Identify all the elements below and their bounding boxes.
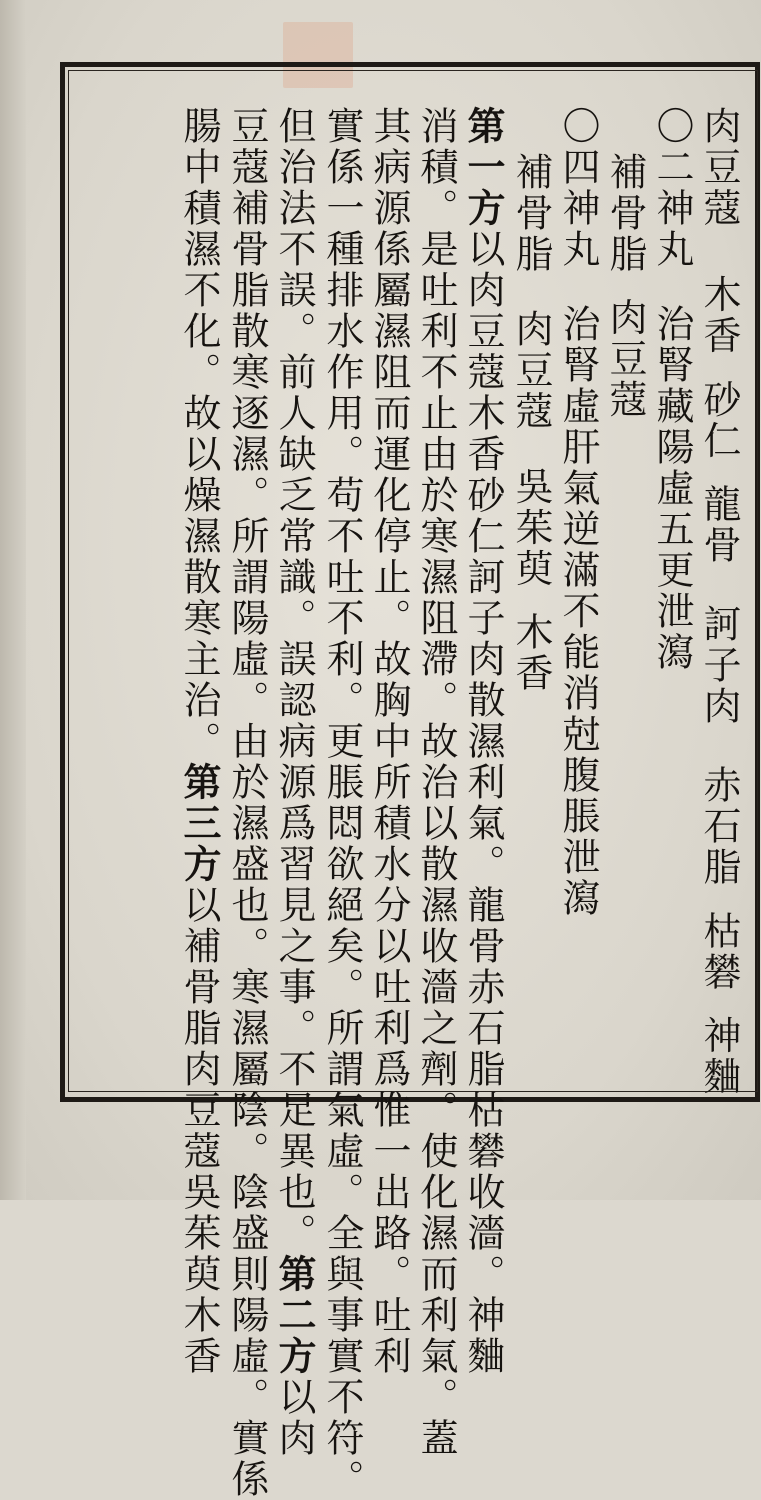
text-segment: 訶子肉 (697, 604, 741, 728)
text-segment: 肉豆蔻 (509, 309, 553, 433)
text-column-2 (601, 106, 648, 1086)
text-column-1 (648, 106, 695, 1086)
text-segment: 但治法不誤。前人缺乏常識。誤認病源爲習見之事。不足異也。 (272, 106, 316, 1254)
text-segment: 治腎藏陽虛五更泄瀉 (650, 304, 694, 674)
text-segment: 〇四神丸 (556, 106, 600, 270)
text-segment: 赤石脂 (697, 765, 741, 889)
prescription-label: 第三方 (177, 762, 222, 885)
text-segment: 治腎虛肝氣逆滿不能消尅腹脹泄瀉 (556, 304, 600, 920)
text-column-5 (459, 106, 507, 1377)
vertical-text-body (82, 106, 742, 1500)
prescription-label: 第一方 (461, 106, 506, 229)
text-segment: 以補骨脂肉豆蔻吳茱萸木香 (177, 885, 221, 1377)
text-segment: 以肉豆蔻木香砂仁訶子肉散濕利氣。龍骨赤石脂枯礬收濇。神麯 (461, 229, 505, 1377)
text-segment: 吳茱萸 (509, 466, 553, 590)
text-column-8 (318, 106, 365, 1500)
text-column-4 (507, 106, 554, 1086)
text-column-9 (270, 106, 318, 1459)
text-segment: 以肉 (272, 1377, 316, 1459)
text-segment: 肉豆蔻 (603, 297, 647, 421)
binding-edge (0, 0, 26, 1200)
text-column-6 (412, 106, 459, 1459)
prescription-label: 第二方 (272, 1254, 317, 1377)
text-segment: 神麯 (697, 1015, 741, 1098)
text-column-11 (175, 106, 223, 1377)
text-column-0 (695, 106, 742, 1098)
text-column-7 (365, 106, 412, 1377)
text-segment: 消積。是吐利不止由於寒濕阻滯。故治以散濕收濇之劑。使化濕而利氣。蓋 (414, 106, 458, 1459)
text-segment: 木香 (509, 612, 553, 695)
text-segment: 腸中積濕不化。故以燥濕散寒主治。 (177, 106, 221, 762)
text-segment: 肉豆蔻 (697, 106, 741, 229)
text-column-3 (554, 106, 601, 1086)
text-segment: 〇二神丸 (650, 106, 694, 270)
text-segment: 枯礬 (697, 910, 741, 993)
text-segment: 木香 (697, 274, 741, 357)
text-segment: 補骨脂 (603, 152, 647, 275)
text-segment: 實係一種排水作用。苟不吐不利。更脹悶欲絕矣。所謂氣虛。全與事實不符。 (320, 106, 364, 1500)
text-segment: 其病源係屬濕阻而運化停止。故胸中所積水分以吐利爲惟一出路。吐利 (367, 106, 411, 1377)
text-column-10 (223, 106, 270, 1500)
text-segment: 補骨脂 (509, 152, 553, 275)
text-segment: 龍骨 (697, 484, 741, 567)
text-segment: 豆蔻補骨脂散寒逐濕。所謂陽虛。由於濕盛也。寒濕屬陰。陰盛則陽虛。實係 (225, 106, 269, 1500)
text-segment: 砂仁 (697, 379, 741, 462)
